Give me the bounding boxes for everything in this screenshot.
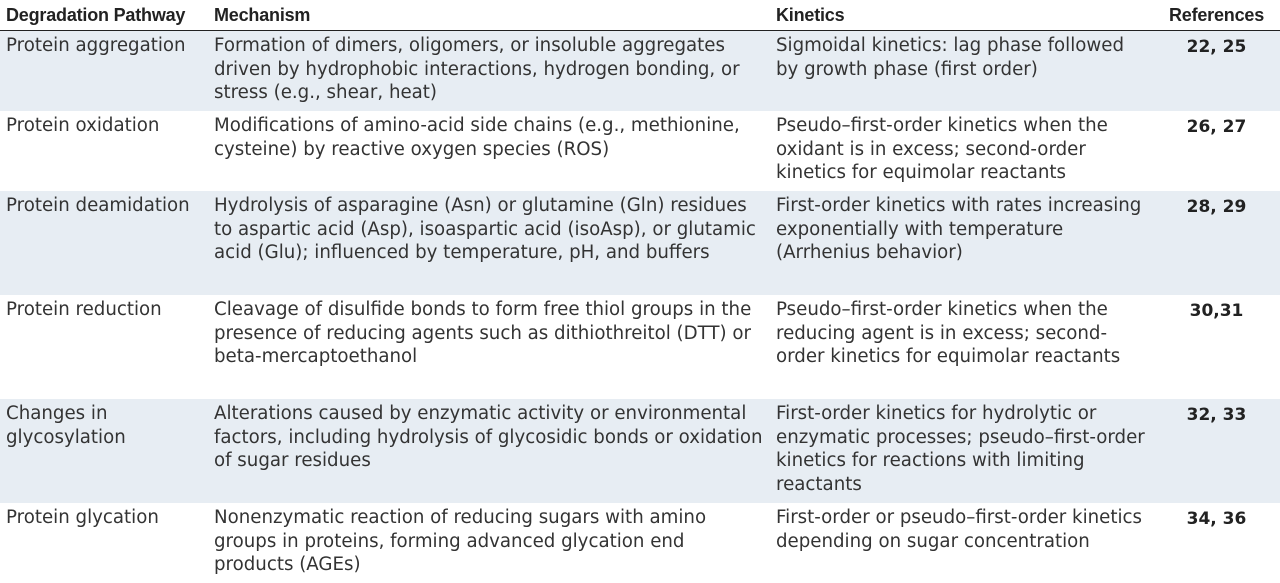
kinetics-cell: Sigmoidal kinetics: lag phase followed by growth phase (first order) <box>770 31 1153 112</box>
header-row <box>0 0 1280 31</box>
references-cell: 28, 29 <box>1153 191 1280 295</box>
pathway-cell: Protein aggregation <box>0 31 208 112</box>
pathway-cell: Protein deamidation <box>0 191 208 295</box>
table-row <box>0 31 1280 112</box>
mechanism-cell: Alterations caused by enzymatic activity or environmental factors, including hydrolysis of glycosidic bonds or oxidation of sugar residues <box>208 399 770 503</box>
pathway-cell: Protein oxidation <box>0 111 208 191</box>
table-row <box>0 191 1280 295</box>
kinetics-cell: Pseudo–first-order kinetics when the reducing agent is in excess; second-order kinetics for equimolar reactants <box>770 295 1153 399</box>
header-mechanism: Mechanism <box>208 0 770 31</box>
mechanism-cell: Cleavage of disulfide bonds to form free thiol groups in the presence of reducing agents such as dithiothreitol (DTT) or beta-mercaptoethanol <box>208 295 770 399</box>
table-row <box>0 295 1280 399</box>
kinetics-cell: First-order kinetics with rates increasing exponentially with temperature (Arrhenius behavior) <box>770 191 1153 295</box>
table-row <box>0 111 1280 191</box>
table-row <box>0 503 1280 583</box>
mechanism-cell: Modifications of amino-acid side chains (e.g., methionine, cysteine) by reactive oxygen species (ROS) <box>208 111 770 191</box>
references-cell: 26, 27 <box>1153 111 1280 191</box>
table-body <box>0 31 1280 583</box>
table-row <box>0 399 1280 503</box>
references-cell: 32, 33 <box>1153 399 1280 503</box>
header-references: References <box>1153 0 1280 31</box>
header-degradation-pathway: Degradation Pathway <box>0 0 208 31</box>
table-header <box>0 0 1280 31</box>
header-kinetics: Kinetics <box>770 0 1153 31</box>
kinetics-cell: Pseudo–first-order kinetics when the oxidant is in excess; second-order kinetics for equimolar reactants <box>770 111 1153 191</box>
references-cell: 22, 25 <box>1153 31 1280 112</box>
pathway-cell: Protein reduction <box>0 295 208 399</box>
references-cell: 34, 36 <box>1153 503 1280 583</box>
kinetics-cell: First-order kinetics for hydrolytic or enzymatic processes; pseudo–first-order kinetics for reactions with limiting reactants <box>770 399 1153 503</box>
mechanism-cell: Nonenzymatic reaction of reducing sugars with amino groups in proteins, forming advanced glycation end products (AGEs) <box>208 503 770 583</box>
references-cell: 30,31 <box>1153 295 1280 399</box>
mechanism-cell: Hydrolysis of asparagine (Asn) or glutamine (Gln) residues to aspartic acid (Asp), isoaspartic acid (isoAsp), or glutamic acid (Glu); influenced by temperature, pH, and buffers <box>208 191 770 295</box>
kinetics-cell: First-order or pseudo–first-order kinetics depending on sugar concentration <box>770 503 1153 583</box>
pathway-cell: Protein glycation <box>0 503 208 583</box>
pathway-cell: Changes in glycosylation <box>0 399 208 503</box>
mechanism-cell: Formation of dimers, oligomers, or insoluble aggregates driven by hydrophobic interactions, hydrogen bonding, or stress (e.g., shear, heat) <box>208 31 770 112</box>
